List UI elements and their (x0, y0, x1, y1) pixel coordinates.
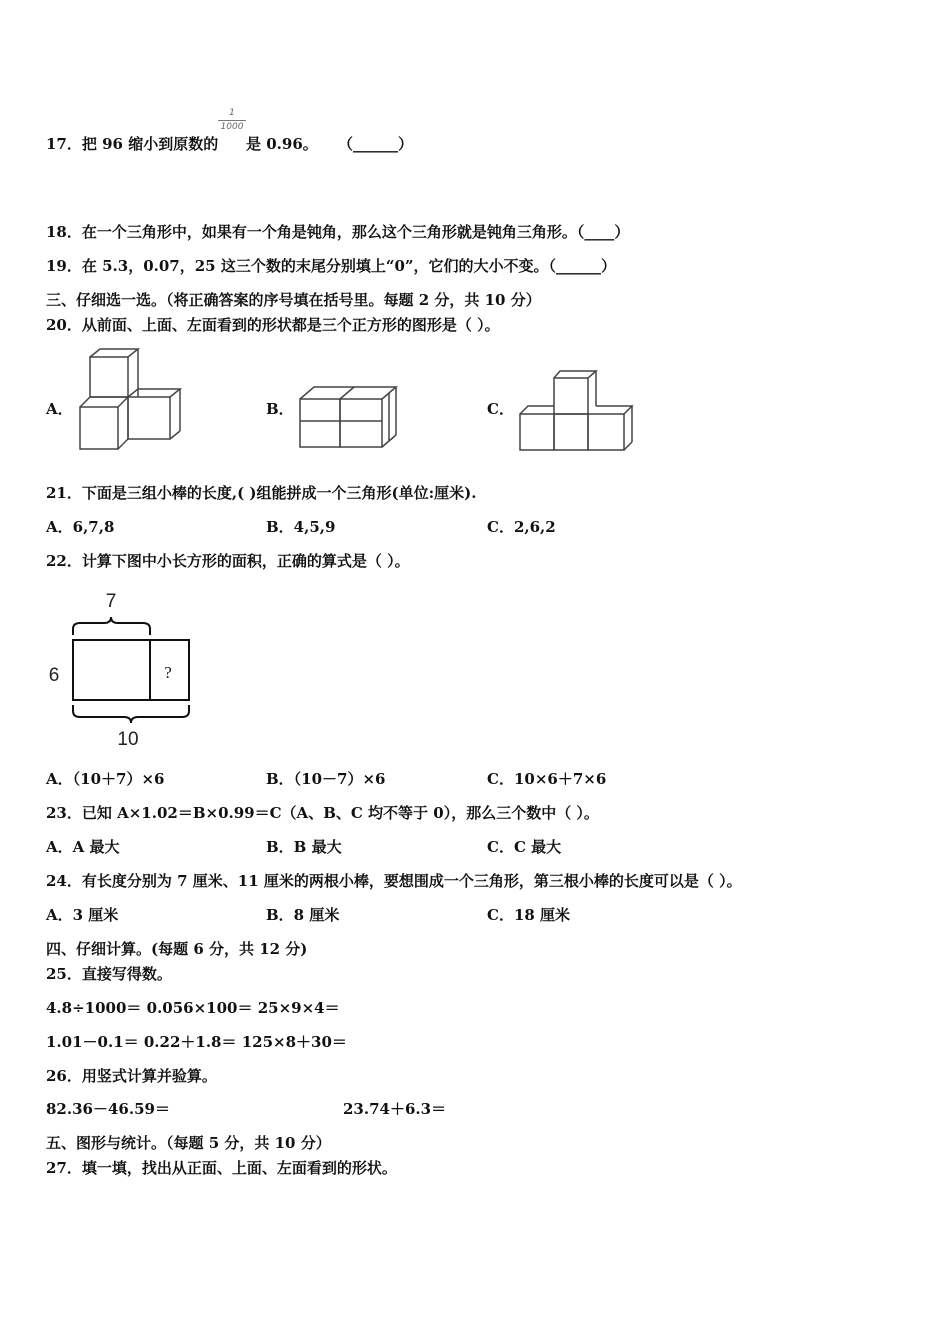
question-18: 18．在一个三角形中，如果有一个角是钝角，那么这个三角形就是钝角三角形。（____） (46, 223, 630, 241)
question-19: 19．在 5.3，0.07，25 这三个数的末尾分别填上“0”，它们的大小不变。（______） (46, 257, 617, 275)
rectangle-diagram (40, 585, 200, 750)
question-20: 20．从前面、上面、左面看到的形状都是三个正方形的图形是（ ）。 (46, 316, 500, 334)
question-25: 25．直接写得数。 (46, 965, 172, 983)
question-21: 21．下面是三组小棒的长度,( )组能拼成一个三角形(单位:厘米). (46, 484, 477, 502)
fraction-one-thousandth (218, 108, 246, 133)
q17-suffix: 是 0.96。 (246, 135, 318, 153)
question-26: 26．用竖式计算并验算。 (46, 1067, 217, 1085)
label-top-7: 7 (105, 591, 117, 612)
label-side-6: 6 (48, 665, 60, 686)
question-24: 24．有长度分别为 7 厘米、11 厘米的两根小棒，要想围成一个三角形，第三根小棒的长度可以是（ ）。 (46, 872, 742, 890)
q20-option-b: B． (266, 400, 294, 418)
question-17 (46, 134, 218, 154)
q17-prefix: 17．把 96 缩小到原数的 (46, 135, 219, 153)
question-22: 22．计算下图中小长方形的面积，正确的算式是（ ）。 (46, 552, 410, 570)
q24-option-a: A．3 厘米 (46, 906, 119, 924)
q20-option-a: A． (46, 400, 73, 418)
cube-figure-a (76, 345, 186, 455)
cube-figure-b (296, 383, 406, 453)
q21-option-c: C．2,6,2 (487, 518, 556, 536)
q22-option-a: A．（10＋7）×6 (46, 770, 165, 788)
q24-option-c: C．18 厘米 (487, 906, 571, 924)
q23-option-c: C．C 最大 (487, 838, 562, 856)
q25-row-2: 1.01－0.1＝ 0.22＋1.8＝ 125×8＋30＝ (46, 1033, 347, 1051)
label-bottom-10: 10 (117, 729, 139, 750)
section-4-heading: 四、仔细计算。(每题 6 分，共 12 分) (46, 940, 308, 958)
fraction-denominator: 1000 (220, 122, 244, 132)
q24-option-b: B．8 厘米 (266, 906, 340, 924)
q20-option-c: C． (487, 400, 514, 418)
q23-option-a: A．A 最大 (46, 838, 120, 856)
question-23: 23．已知 A×1.02＝B×0.99＝C（A、B、C 均不等于 0），那么三个数中（ ）。 (46, 804, 599, 822)
q26-expr-2: 23.74＋6.3＝ (343, 1100, 447, 1118)
cube-figure-c (514, 368, 638, 456)
section-5-heading: 五、图形与统计。（每题 5 分，共 10 分） (46, 1134, 331, 1152)
q21-option-a: A．6,7,8 (46, 518, 115, 536)
q22-option-b: B．（10－7）×6 (266, 770, 386, 788)
q26-expr-1: 82.36－46.59＝ (46, 1100, 170, 1118)
q22-option-c: C．10×6＋7×6 (487, 770, 607, 788)
fraction-numerator: 1 (229, 108, 235, 118)
section-3-heading: 三、仔细选一选。（将正确答案的序号填在括号里。每题 2 分，共 10 分） (46, 291, 541, 309)
q21-option-b: B．4,5,9 (266, 518, 336, 536)
question-27: 27．填一填，找出从正面、上面、左面看到的形状。 (46, 1159, 397, 1177)
q25-row-1: 4.8÷1000＝ 0.056×100＝ 25×9×4＝ (46, 999, 340, 1017)
q23-option-b: B．B 最大 (266, 838, 342, 856)
q17-answer-blank: （______） (338, 135, 414, 153)
label-unknown: ? (164, 663, 172, 682)
